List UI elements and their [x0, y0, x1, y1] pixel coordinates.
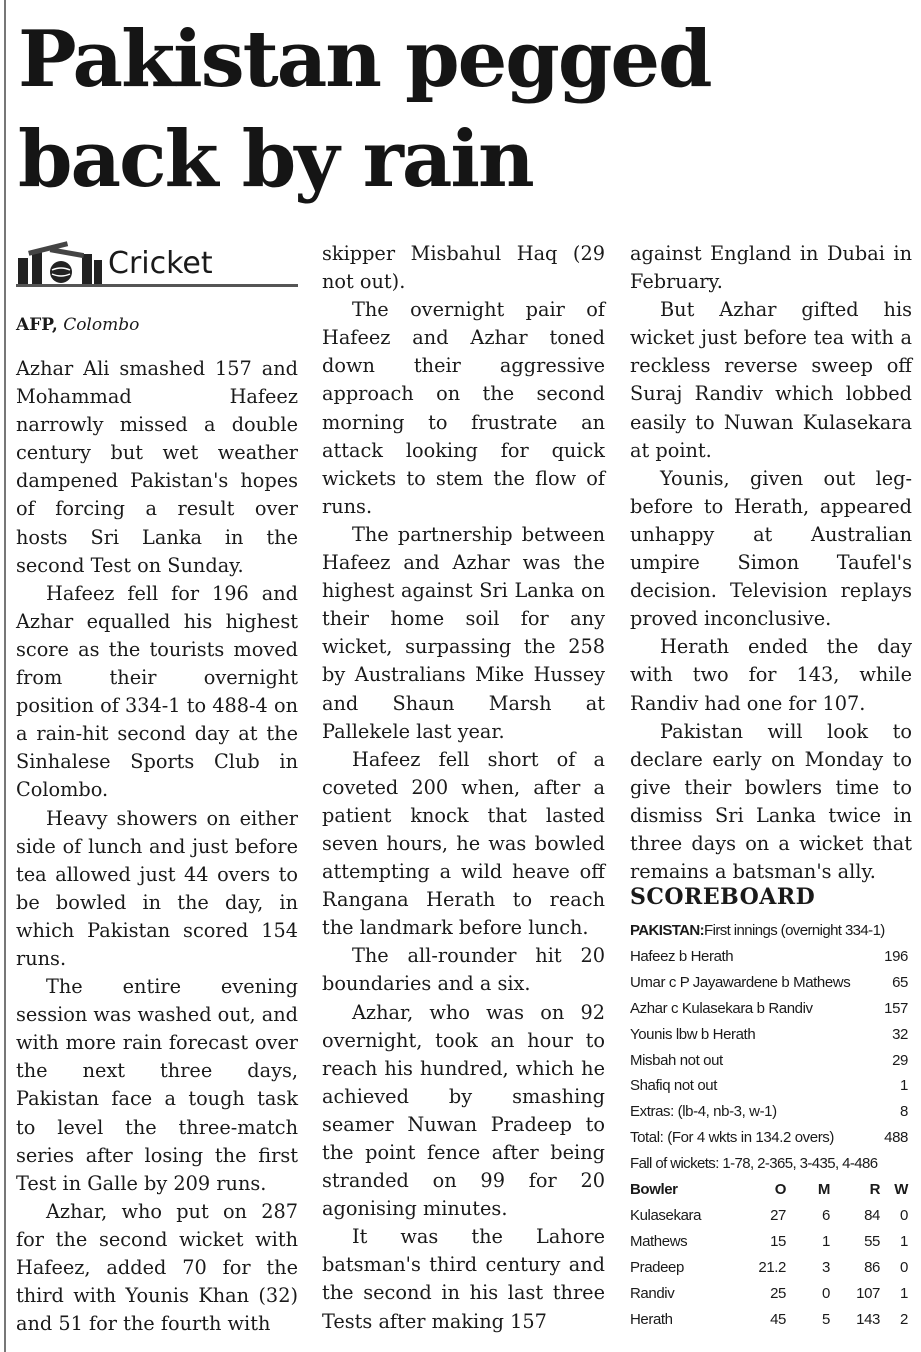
extras-row [630, 1099, 908, 1125]
bowling-row [630, 1203, 908, 1229]
batsman: Misbah not out [630, 1051, 723, 1069]
wickets: 2 [900, 1311, 908, 1329]
headline: Pakistan pegged back by rain [18, 14, 711, 205]
paragraph: The all-rounder hit 20 boundaries and a six. [322, 944, 605, 996]
innings-header [630, 918, 908, 944]
paragraph: Azhar, who was on 92 overnight, took an hour to reach his hundred, which he achieved by smashing seamer Nuwan Pradeep to the point fence after being stranded on 99 for 20 agonising minutes. [322, 1000, 605, 1221]
bowler: Herath [630, 1311, 673, 1329]
paragraph: against England in Dubai in February. [630, 242, 912, 294]
runs-conceded: 107 [856, 1285, 880, 1303]
runs: 8 [900, 1103, 908, 1121]
bowling-row [630, 1255, 908, 1281]
byline [16, 315, 139, 335]
paragraph: But Azhar gifted his wicket just before tea with a reckless reverse sweep off Suraj Randiv which lobbed easily to Nuwan Kulasekara at point. [630, 298, 912, 462]
scoreboard [630, 918, 908, 1333]
runs: 65 [892, 973, 908, 991]
batting-row [630, 944, 908, 970]
section-label: Cricket [108, 246, 213, 281]
maidens: 1 [822, 1233, 830, 1251]
overs: 15 [770, 1233, 786, 1251]
wickets: 1 [900, 1233, 908, 1251]
extras-label: Extras: (lb-4, nb-3, w-1) [630, 1103, 777, 1121]
runs-conceded: 55 [864, 1233, 880, 1251]
runs-conceded: 84 [864, 1207, 880, 1225]
byline-agency: AFP, [16, 315, 58, 335]
batting-row [630, 1022, 908, 1048]
paragraph: The entire evening session was washed out, and with more rain forecast over the next three days, Pakistan face a tough task to level the three-match series after losing the first Test in Galle by 209 runs. [16, 975, 298, 1195]
batsman: Umar c P Jayawardene b Mathews [630, 973, 851, 991]
paragraph: The overnight pair of Hafeez and Azhar toned down their aggressive approach on the second morning to frustrate an attack looking for quick wickets to stem the flow of runs. [322, 298, 605, 518]
paragraph: Azhar, who put on 287 for the second wicket with Hafeez, added 70 for the third with Younis Khan (32) and 51 for the fourth with [16, 1199, 298, 1336]
column-header: M [817, 1181, 830, 1199]
runs: 1 [900, 1077, 908, 1095]
bowler: Kulasekara [630, 1207, 702, 1225]
column-header: W [894, 1181, 908, 1199]
runs: 157 [884, 999, 908, 1017]
paragraph: The partnership between Hafeez and Azhar was the highest against Sri Lanka on their home soil for any wicket, surpassing the 258 by Australians Mike Hussey and Shaun Marsh at Pallekele last year. [322, 522, 605, 743]
overs: 25 [770, 1285, 786, 1303]
paragraph: Hafeez fell for 196 and Azhar equalled his highest score as the tourists moved from their overnight position of 334-1 to 488-4 on a rain-hit second day at the Sinhalese Sports Club in Colombo. [16, 581, 298, 802]
article-column-2 [322, 240, 605, 1336]
runs: 196 [884, 948, 908, 965]
scoreboard-title: SCOREBOARD [630, 884, 816, 910]
batsman: Shafiq not out [630, 1077, 717, 1095]
paragraph: Herath ended the day with two for 143, while Randiv had one for 107. [630, 635, 912, 715]
team-name: PAKISTAN: [630, 922, 705, 939]
paragraph: Pakistan will look to declare early on Monday to give their bowlers time to dismiss Sri Lanka twice in three days on a wicket that remains a batsman's ally. [630, 719, 912, 884]
maidens: 3 [822, 1259, 830, 1277]
wickets: 1 [900, 1285, 908, 1303]
byline-place: Colombo [63, 315, 140, 335]
overs: 27 [770, 1207, 786, 1225]
batting-row [630, 996, 908, 1022]
article-column-3 [630, 240, 912, 886]
maidens: 6 [822, 1207, 830, 1225]
paragraph: Heavy showers on either side of lunch and just before tea allowed just 44 overs to be bowled in the day, in which Pakistan scored 154 runs. [16, 806, 298, 970]
batting-row [630, 1048, 908, 1074]
wickets: 0 [900, 1259, 908, 1277]
fall-of-wickets: Fall of wickets: 1-78, 2-365, 3-435, 4-486 [630, 1155, 878, 1173]
runs: 32 [892, 1025, 908, 1043]
bowling-header-row [630, 1177, 908, 1203]
batsman: Azhar c Kulasekara b Randiv [630, 999, 813, 1017]
bowler: Mathews [630, 1233, 688, 1251]
section-logo [16, 240, 298, 290]
runs-conceded: 143 [856, 1311, 880, 1329]
column-header: O [774, 1181, 786, 1199]
runs-conceded: 86 [864, 1259, 880, 1277]
total-label: Total: (For 4 wkts in 134.2 overs) [630, 1129, 834, 1147]
innings-label: First innings (overnight 334-1) [704, 922, 885, 939]
bowler: Pradeep [630, 1259, 684, 1277]
batsman: Younis lbw b Herath [630, 1025, 756, 1043]
page-left-rule [4, 0, 6, 1352]
bowling-row [630, 1229, 908, 1255]
batsman: Hafeez b Herath [630, 948, 734, 965]
bowler: Randiv [630, 1285, 675, 1303]
column-header: R [869, 1181, 880, 1199]
cricket-logo-icon [16, 240, 104, 284]
paragraph: It was the Lahore batsman's third century and the second in his last three Tests after making 157 [322, 1225, 605, 1333]
paragraph: Younis, given out leg-before to Herath, appeared unhappy at Australian umpire Simon Taufel's decision. Television replays proved inconclusive. [630, 466, 912, 631]
maidens: 5 [822, 1311, 830, 1329]
column-header: Bowler [630, 1181, 678, 1199]
total-row [630, 1125, 908, 1151]
batting-row [630, 970, 908, 996]
overs: 21.2 [758, 1259, 786, 1277]
bowling-row [630, 1307, 908, 1333]
bowling-row [630, 1281, 908, 1307]
paragraph: Azhar Ali smashed 157 and Mohammad Hafeez narrowly missed a double century but wet weather dampened Pakistan's hopes of forcing a result over hosts Sri Lanka in the second Test on Sunday. [16, 357, 298, 577]
batting-row [630, 1073, 908, 1099]
article-column-1 [16, 355, 298, 1338]
runs: 29 [892, 1051, 908, 1069]
paragraph: skipper Misbahul Haq (29 not out). [322, 242, 605, 294]
runs: 488 [884, 1129, 908, 1147]
section-rule [16, 284, 298, 287]
wickets: 0 [900, 1207, 908, 1225]
maidens: 0 [822, 1285, 830, 1303]
paragraph: Hafeez fell short of a coveted 200 when, after a patient knock that lasted seven hours, he was bowled attempting a wild heave off Rangana Herath to reach the landmark before lunch. [322, 747, 605, 940]
overs: 45 [770, 1311, 786, 1329]
